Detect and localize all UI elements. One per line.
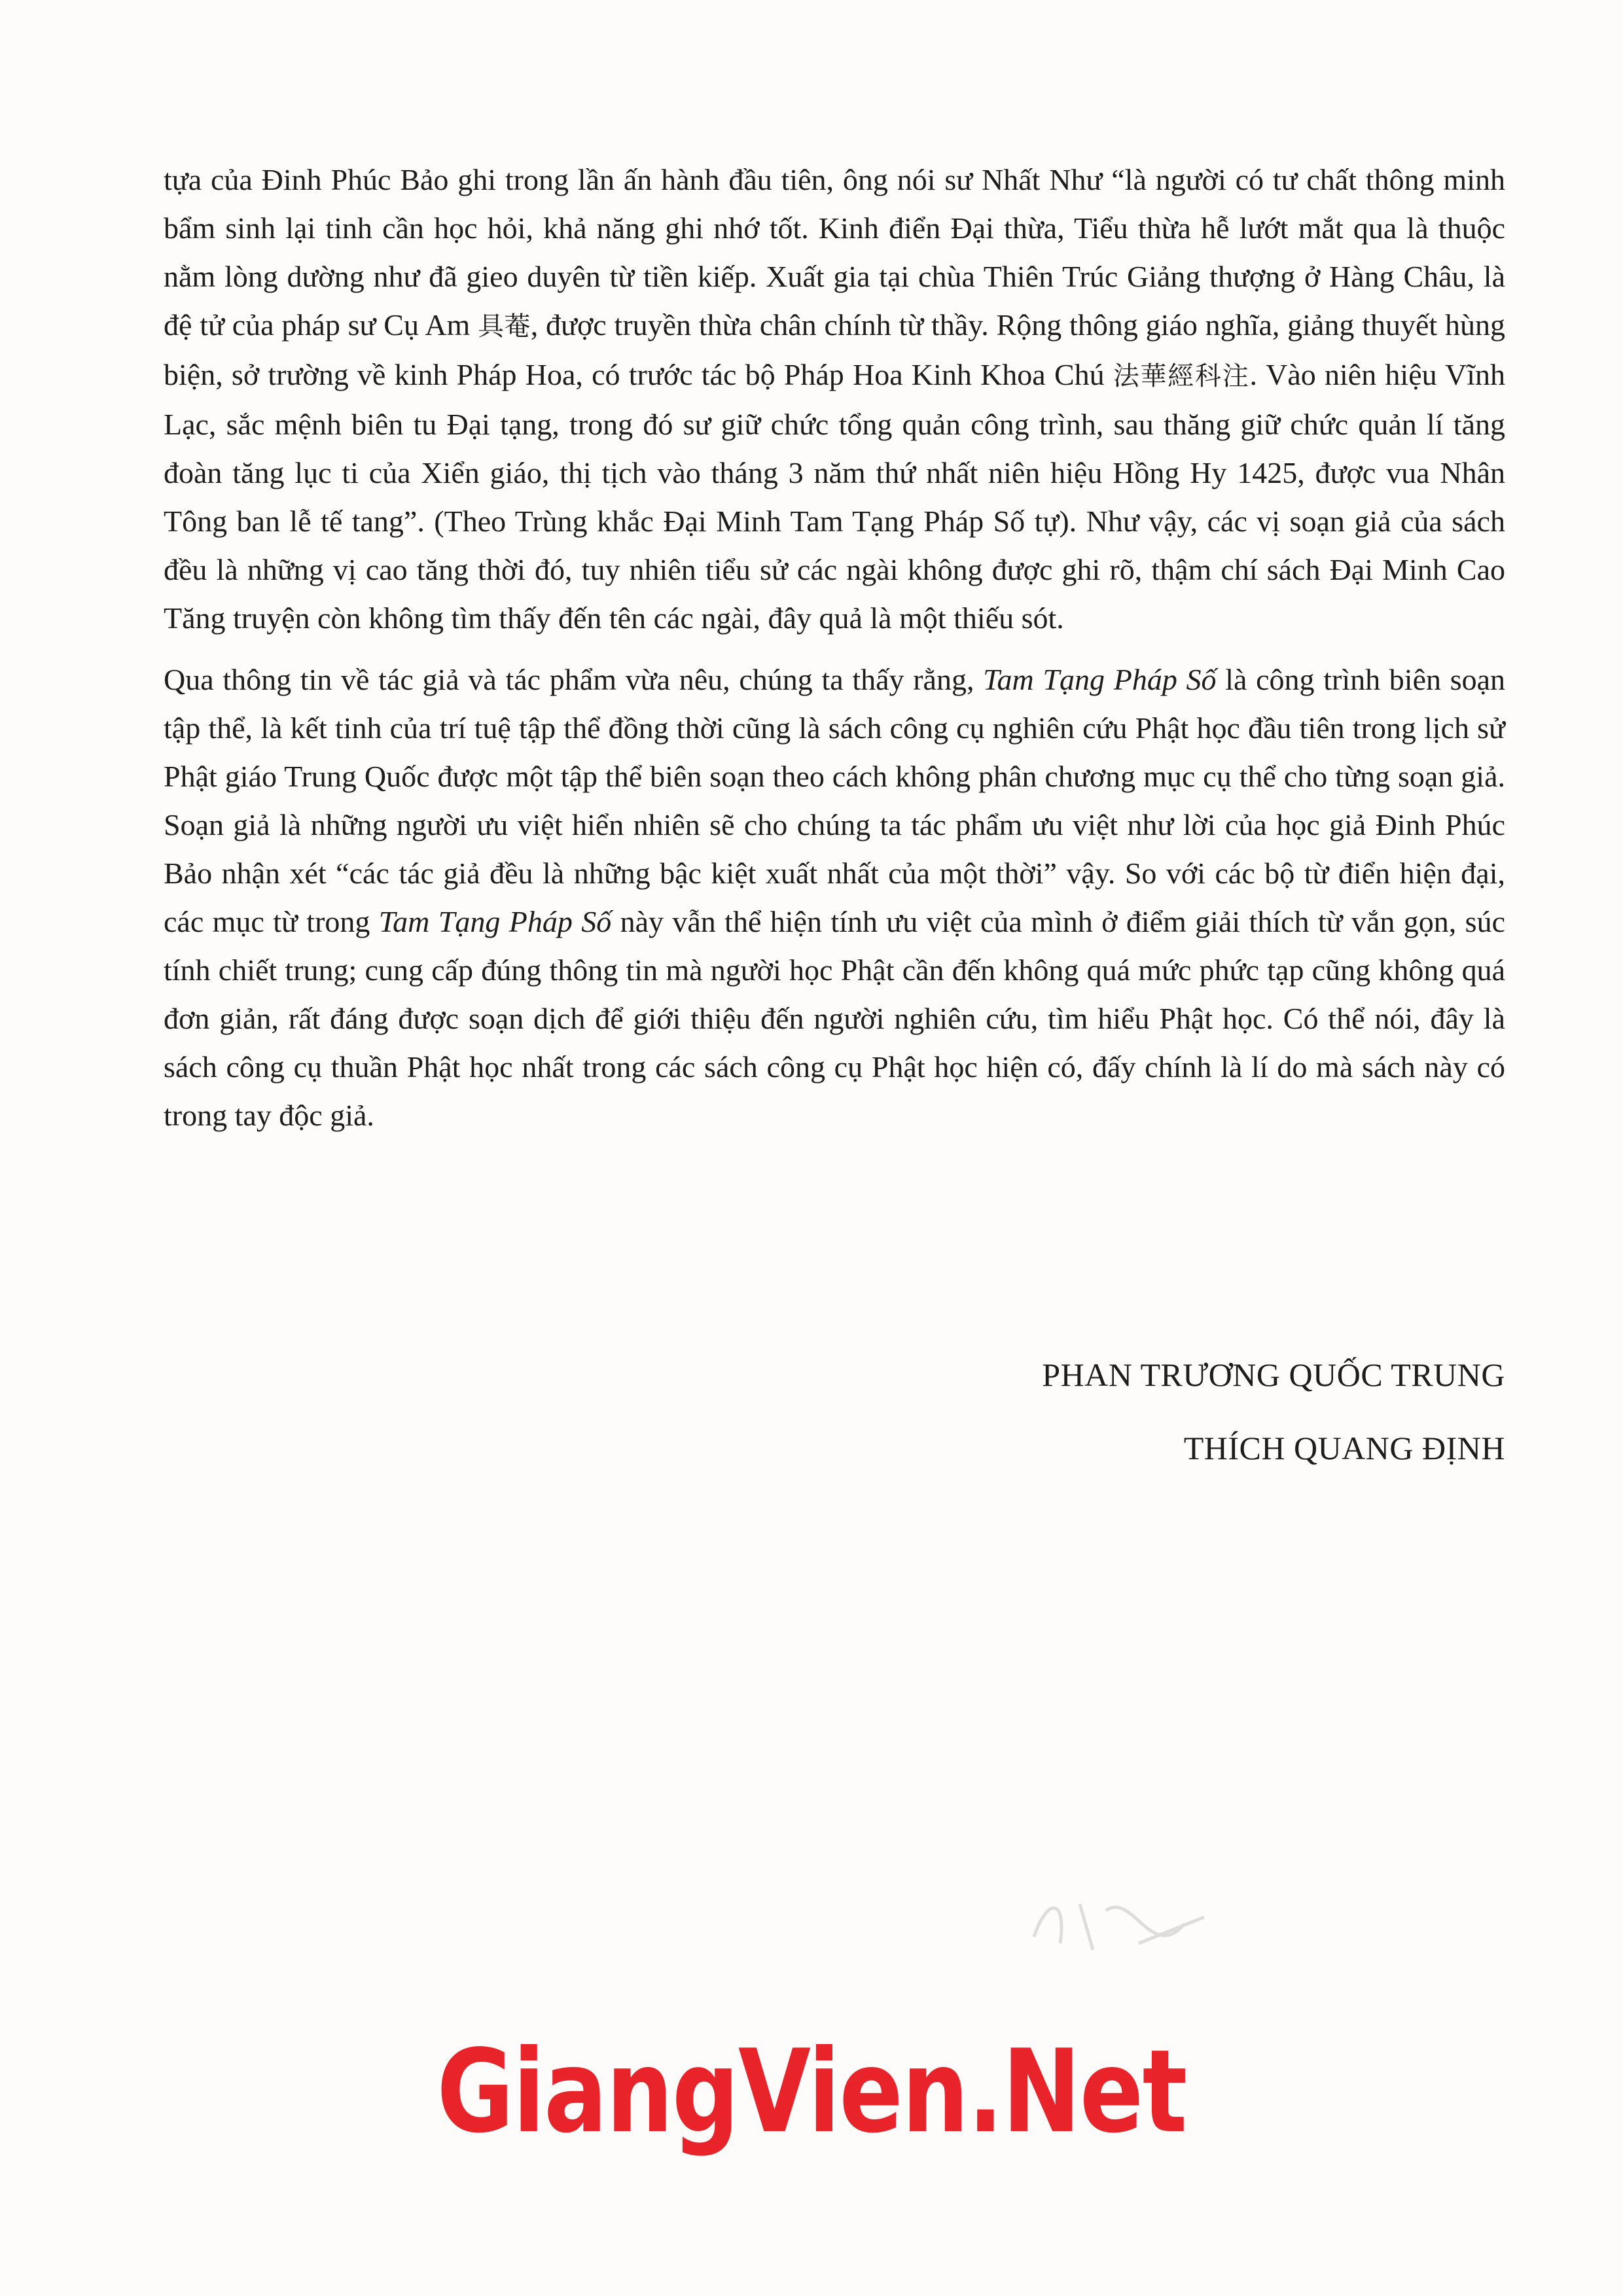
book-title-italic-1: Tam Tạng Pháp Số: [983, 663, 1217, 696]
watermark-logo-text: GiangVien.Net: [437, 2026, 1186, 2159]
paragraph-1: [164, 156, 1505, 643]
paragraph-2-part-2: là công trình biên soạn tập thể, là kết tinh của trí tuệ tập thể đồng thời cũng là sách công cụ nghiên cứu Phật học đầu tiên trong lịch sử Phật giáo Trung Quốc được một tập thể biên soạn theo cách không phân chương mục cụ thể cho từng soạn giả. Soạn giả là những người ưu việt hiển nhiên sẽ cho chúng ta tác phẩm ưu việt như lời của học giả Đinh Phúc Bảo nhận xét “các tác giả đều là những bậc kiệt xuất nhất của một thời” vậy. So với các bộ từ điển hiện đại, các mục từ trong: [164, 663, 1506, 938]
book-title-italic-2: Tam Tạng Pháp Số: [378, 905, 612, 938]
author-name-1: PHAN TRƯƠNG QUỐC TRUNG: [1042, 1356, 1505, 1393]
chinese-title-phap-hoa-kinh-khoa-chu: 法華經科注: [1113, 361, 1250, 391]
faint-handwriting-mark: [1021, 1884, 1217, 1963]
paragraph-1-part-3: . Vào niên hiệu Vĩnh Lạc, sắc mệnh biên tu Đại tạng, trong đó sư giữ chức tổng quản công trình, sau thăng giữ chức quản lí tăng đoàn tăng lục ti của Xiển giáo, thị tịch vào tháng 3 năm thứ nhất niên hiệu Hồng Hy 1425, được vua Nhân Tông ban lễ tế tang”. (Theo Trùng khắc Đại Minh Tam Tạng Pháp Số tự). Như vậy, các vị soạn giả của sách đều là những vị cao tăng thời đó, tuy nhiên tiểu sử các ngài không được ghi rõ, thậm chí sách Đại Minh Cao Tăng truyện còn không tìm thấy đến tên các ngài, đây quả là một thiếu sót.: [164, 358, 1506, 635]
paragraph-1-part-1: tựa của Đinh Phúc Bảo ghi trong lần ấn hành đầu tiên, ông nói sư Nhất Như “là người có tư chất thông minh bẩm sinh lại tinh cần học hỏi, khả năng ghi nhớ tốt. Kinh điển Đại thừa, Tiểu thừa hễ lướt mắt qua là thuộc nằm lòng dường như đã gieo duyên từ tiền kiếp. Xuất gia tại chùa Thiên Trúc Giảng thượng ở Hàng Châu, là đệ tử của pháp sư Cụ Am: [164, 163, 1505, 342]
paragraph-1-part-2: , được truyền thừa chân chính từ thầy. Rộng thông giáo nghĩa, giảng thuyết hùng biện, sở trường về kinh Pháp Hoa, có trước tác bộ Pháp Hoa Kinh Khoa Chú: [164, 308, 1505, 391]
paragraph-2-part-1: Qua thông tin về tác giả và tác phẩm vừa nêu, chúng ta thấy rằng,: [164, 663, 984, 696]
preface-body: [164, 156, 1505, 1153]
author-name-2: THÍCH QUANG ĐỊNH: [1183, 1430, 1505, 1466]
chinese-name-cu-am: 具菴: [478, 311, 531, 342]
paragraph-2: [164, 656, 1505, 1140]
author-signature: [1042, 1338, 1505, 1485]
paragraph-2-part-3: này vẫn thể hiện tính ưu việt của mình ở điểm giải thích từ vắn gọn, súc tính chiết trung; cung cấp đúng thông tin mà người học Phật cần đến không quá mức phức tạp cũng không quá đơn giản, rất đáng được soạn dịch để giới thiệu đến người nghiên cứu, tìm hiểu Phật học. Có thể nói, đây là sách công cụ thuần Phật học nhất trong các sách công cụ Phật học hiện có, đấy chính là lí do mà sách này có trong tay độc giả.: [164, 905, 1505, 1132]
